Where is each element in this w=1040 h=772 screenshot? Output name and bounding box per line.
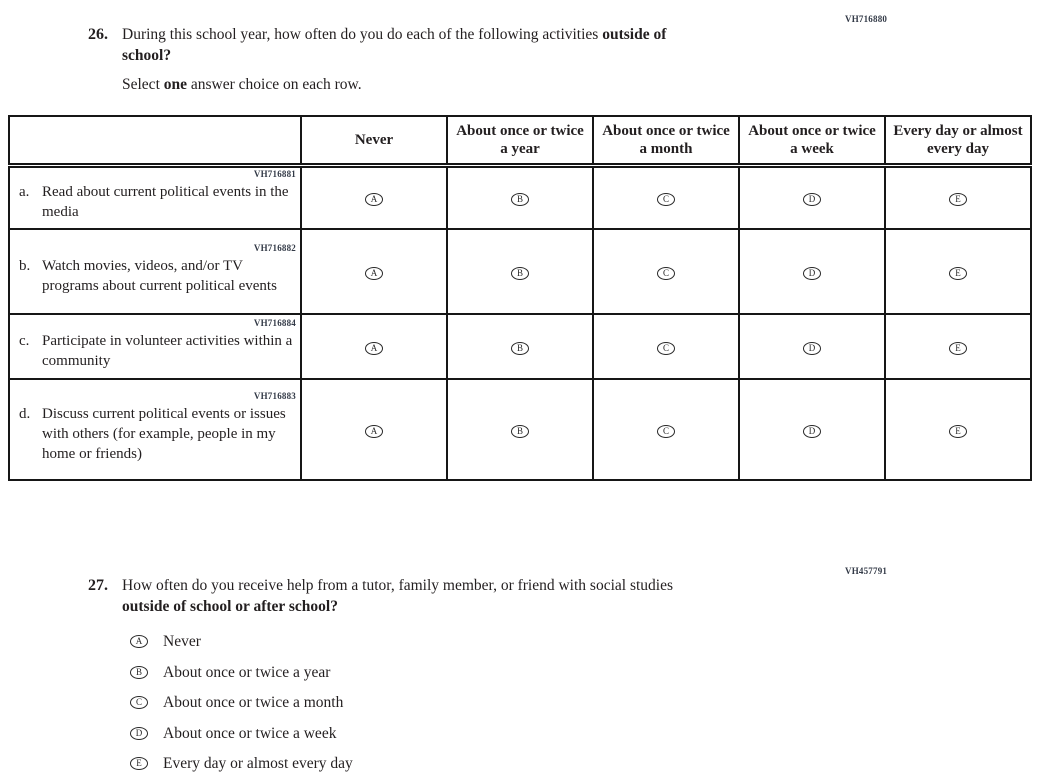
list-item[interactable] (130, 723, 353, 744)
row-a-cell-month (593, 165, 739, 229)
q27-option-a-radio[interactable]: A (130, 635, 148, 648)
row-a-option-a-radio[interactable]: A (365, 193, 383, 206)
row-d-cell-year (447, 379, 593, 480)
row-d-letter: d. (19, 405, 31, 422)
question-26-answer-matrix (8, 115, 1032, 481)
row-c-option-e-radio[interactable]: E (949, 342, 967, 355)
row-a-label-cell (9, 165, 301, 229)
row-b-item-code: VH716882 (253, 242, 296, 253)
row-d-option-c-radio[interactable]: C (657, 425, 675, 438)
q27-option-a-label: Never (163, 633, 201, 650)
row-c-cell-week (739, 314, 885, 379)
row-a-text: Read about current political events in the media (42, 183, 289, 220)
row-a-option-b-radio[interactable]: B (511, 193, 529, 206)
row-c-option-a-radio[interactable]: A (365, 342, 383, 355)
row-c-text: Participate in volunteer activities within a community (42, 332, 293, 369)
row-c-cell-month (593, 314, 739, 379)
row-c-option-c-radio[interactable]: C (657, 342, 675, 355)
q27-option-e-label: Every day or almost every day (163, 755, 353, 772)
table-row (9, 165, 1031, 229)
question-26-number: 26. (88, 26, 108, 43)
matrix-header-empty (9, 116, 301, 165)
row-a-option-e-radio[interactable]: E (949, 193, 967, 206)
question-27-text-regular: How often do you receive help from a tutor, family member, or friend with social studies (122, 577, 674, 594)
q27-option-d-radio[interactable]: D (130, 727, 148, 740)
question-27-text (122, 575, 673, 617)
row-b-cell-never (301, 229, 447, 314)
row-a-item-code: VH716881 (253, 168, 296, 179)
row-d-cell-month (593, 379, 739, 480)
row-b-option-b-radio[interactable]: B (511, 267, 529, 280)
row-b-option-d-radio[interactable]: D (803, 267, 821, 280)
row-c-item-code: VH716884 (253, 317, 296, 328)
matrix-header-week: About once or twice a week (739, 116, 885, 165)
row-d-option-e-radio[interactable]: E (949, 425, 967, 438)
row-b-cell-month (593, 229, 739, 314)
row-b-cell-everyday (885, 229, 1031, 314)
question-27-number: 27. (88, 577, 108, 594)
table-row (9, 314, 1031, 379)
question-27-options (130, 631, 353, 772)
matrix-header-month: About once or twice a month (593, 116, 739, 165)
q27-option-b-label: About once or twice a year (163, 663, 331, 681)
matrix-header-everyday: Every day or almost every day (885, 116, 1031, 165)
row-d-cell-never (301, 379, 447, 480)
row-b-label-cell (9, 229, 301, 314)
question-26-text-regular: During this school year, how often do you do each of the following activities (122, 26, 603, 43)
row-b-letter: b. (19, 257, 31, 274)
matrix-header-year: About once or twice a year (447, 116, 593, 165)
row-a-option-c-radio[interactable]: C (657, 193, 675, 206)
list-item[interactable] (130, 692, 353, 713)
row-c-letter: c. (19, 332, 30, 349)
q27-option-c-label: About once or twice a month (163, 694, 344, 711)
row-a-letter: a. (19, 183, 30, 200)
instruction-post: answer choice on each row. (187, 76, 362, 93)
row-d-cell-everyday (885, 379, 1031, 480)
question-26-text (122, 24, 666, 66)
question-27 (88, 575, 848, 617)
question-26-text-bold-2: school? (122, 47, 172, 64)
table-row (9, 379, 1031, 480)
row-d-cell-week (739, 379, 885, 480)
row-d-option-d-radio[interactable]: D (803, 425, 821, 438)
row-a-cell-week (739, 165, 885, 229)
row-d-option-b-radio[interactable]: B (511, 425, 529, 438)
matrix-header-never: Never (301, 116, 447, 165)
list-item[interactable] (130, 753, 353, 772)
row-a-cell-never (301, 165, 447, 229)
row-b-option-a-radio[interactable]: A (365, 267, 383, 280)
q27-option-d-label: About once or twice a week (163, 724, 337, 742)
question-27-text-bold: outside of school or after school? (122, 598, 338, 615)
question-26-instruction (122, 74, 362, 95)
row-c-label-cell (9, 314, 301, 379)
matrix-header-row (9, 116, 1031, 165)
q27-option-c-radio[interactable]: C (130, 696, 148, 709)
row-c-cell-never (301, 314, 447, 379)
row-d-item-code: VH716883 (253, 390, 296, 401)
row-b-option-c-radio[interactable]: C (657, 267, 675, 280)
instruction-pre: Select (122, 76, 164, 93)
question-26-item-code: VH716880 (845, 14, 888, 24)
q27-option-e-radio[interactable]: E (130, 757, 148, 770)
row-a-cell-everyday (885, 165, 1031, 229)
row-b-cell-year (447, 229, 593, 314)
row-a-cell-year (447, 165, 593, 229)
row-c-cell-year (447, 314, 593, 379)
row-d-label-cell (9, 379, 301, 480)
table-row (9, 229, 1031, 314)
row-b-text: Watch movies, videos, and/or TV programs about current political events (42, 257, 277, 294)
list-item[interactable] (130, 631, 353, 652)
row-b-cell-week (739, 229, 885, 314)
list-item[interactable] (130, 662, 353, 683)
instruction-bold: one (163, 76, 187, 93)
question-26 (88, 24, 828, 66)
row-c-option-d-radio[interactable]: D (803, 342, 821, 355)
row-a-option-d-radio[interactable]: D (803, 193, 821, 206)
row-d-option-a-radio[interactable]: A (365, 425, 383, 438)
q27-option-b-radio[interactable]: B (130, 666, 148, 679)
row-c-cell-everyday (885, 314, 1031, 379)
row-b-option-e-radio[interactable]: E (949, 267, 967, 280)
row-d-text: Discuss current political events or issues with others (for example, people in my home or friends) (42, 405, 286, 462)
question-26-text-bold-1: outside of (602, 26, 667, 43)
row-c-option-b-radio[interactable]: B (511, 342, 529, 355)
question-27-item-code: VH457791 (845, 566, 888, 576)
